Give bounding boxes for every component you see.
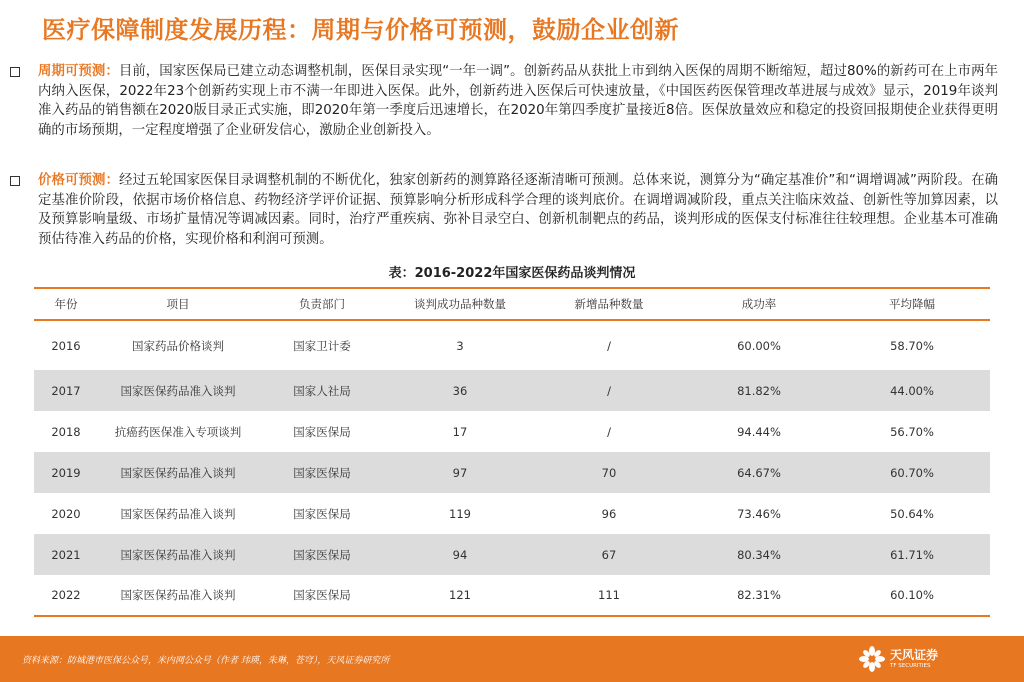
bullet-paragraph [38,62,998,140]
cell-average-cut: 61.71% [834,534,990,575]
cell-success-count: 36 [386,370,534,411]
cell-year: 2021 [34,534,98,575]
bullet-price-predictable [10,171,998,249]
logo-name-cn: 天风证券 [889,648,938,662]
cell-success-rate: 64.67% [684,452,834,493]
cell-project: 国家医保药品准入谈判 [98,575,258,616]
cell-success-rate: 81.82% [684,370,834,411]
cell-year: 2022 [34,575,98,616]
logo-name-en: TF SECURITIES [889,663,931,669]
cell-success-count: 119 [449,506,471,521]
cell-new-count: / [607,424,611,439]
cell-year: 2017 [34,370,98,411]
cell-success-count: 3 [456,338,464,353]
cell-success-rate: 73.46% [737,506,781,521]
table-row [34,452,990,493]
cell-department: 国家医保局 [258,575,386,616]
header-department: 负责部门 [258,288,386,320]
table-row [34,320,990,370]
cell-new-count: 96 [601,506,617,521]
cell-average-cut: 60.10% [834,575,990,616]
header-success-count: 谈判成功品种数量 [386,288,534,320]
cell-average-cut: 60.70% [834,452,990,493]
cell-success-count: 17 [452,424,468,439]
cell-department: 国家人社局 [258,370,386,411]
cell-department: 国家医保局 [293,506,351,521]
table-row [34,493,990,534]
cell-success-rate: 60.00% [737,338,781,353]
cell-new-count: 70 [534,452,684,493]
bullet-period-predictable [10,62,998,140]
table-row [34,575,990,616]
cell-project: 国家医保药品准入谈判 [98,534,258,575]
cell-project: 国家医保药品准入谈判 [98,452,258,493]
bullet-body: 经过五轮国家医保目录调整机制的不断优化，独家创新药的测算路径逐渐清晰可预测。总体来说，测算分为“确定基准价”和“调增调减”两阶段。在确定基准价阶段，依据市场价格信息、药物经济学评价证据、预算影响分析形成科学合理的谈判底价。在调增调减阶段，重点关注临床效益、创新性等加算因素，以及预算影响量级、市场扩量情况等调减因素。同时，治疗严重疾病、弥补目录空白、创新机制靶点的药品，谈判形成的医保支付标准往往较理想。企业基本可准确预估待准入药品的价格，实现价格和利润可预测。 [38,173,999,247]
bullet-lead: 价格可预测： [38,173,120,188]
bullet-body: 目前，国家医保局已建立动态调整机制，医保目录实现“一年一调”。创新药品从获批上市到纳入医保的周期不断缩短，超过80%的新药可在上市两年内纳入医保，2022年23个创新药实现上市不满一年即进入医保。此外，创新药进入医保后可快速放量，《中国医药医保管理改革进展与成效》显示，2019年谈判准入药品的销售额在2020版目录正式实施，即2020年第一季度后迅速增长，在2020年第四季度扩量接近8倍。医保放量效应和稳定的投资回报期使企业获得更明确的市场预期，一定程度增强了企业研发信心，激励企业创新投入。 [38,64,998,138]
cell-department: 国家卫计委 [293,338,351,353]
table-caption: 表：2016-2022年国家医保药品谈判情况 [388,266,636,281]
footer-source: 资料来源：防城港市医保公众号，米内网公众号（作者 玮瑛，朱琳，苍穹），天风证券研究所 [22,656,390,666]
cell-year: 2020 [51,506,81,521]
cell-new-count: / [607,338,611,353]
negotiation-table [34,287,990,617]
cell-project: 抗癌药医保准入专项谈判 [114,424,242,439]
cell-department: 国家医保局 [258,534,386,575]
cell-success-rate: 94.44% [737,424,781,439]
header-success-rate: 成功率 [684,288,834,320]
cell-success-rate: 80.34% [684,534,834,575]
cell-project: 国家药品价格谈判 [132,338,224,353]
cell-new-count: / [534,370,684,411]
logo-text [890,648,938,670]
footer-bar [0,636,1024,682]
cell-success-count: 121 [386,575,534,616]
table-row [34,534,990,575]
table-row [34,370,990,411]
cell-average-cut: 56.70% [890,424,934,439]
header-project: 项目 [98,288,258,320]
cell-department: 国家医保局 [293,424,351,439]
cell-year: 2018 [51,424,81,439]
square-bullet-icon [10,67,20,77]
cell-project: 国家医保药品准入谈判 [120,506,236,521]
header-average-cut: 平均降幅 [834,288,990,320]
page-title: 医疗保障制度发展历程：周期与价格可预测，鼓励企业创新 [42,16,679,44]
bullet-paragraph [38,171,998,249]
cell-success-count: 97 [386,452,534,493]
cell-average-cut: 50.64% [890,506,934,521]
cell-year: 2019 [34,452,98,493]
company-logo [858,645,938,673]
cell-department: 国家医保局 [258,452,386,493]
cell-success-count: 94 [386,534,534,575]
cell-new-count: 67 [534,534,684,575]
cell-year: 2016 [51,338,81,353]
cell-average-cut: 44.00% [834,370,990,411]
cell-average-cut: 58.70% [890,338,934,353]
cell-new-count: 111 [534,575,684,616]
header-new-count: 新增品种数量 [534,288,684,320]
table-header-row [34,288,990,320]
cell-success-rate: 82.31% [684,575,834,616]
bullet-lead: 周期可预测： [38,64,119,79]
cell-project: 国家医保药品准入谈判 [98,370,258,411]
table-row [34,411,990,452]
flower-logo-icon [858,645,886,673]
header-year: 年份 [34,288,98,320]
square-bullet-icon [10,176,20,186]
